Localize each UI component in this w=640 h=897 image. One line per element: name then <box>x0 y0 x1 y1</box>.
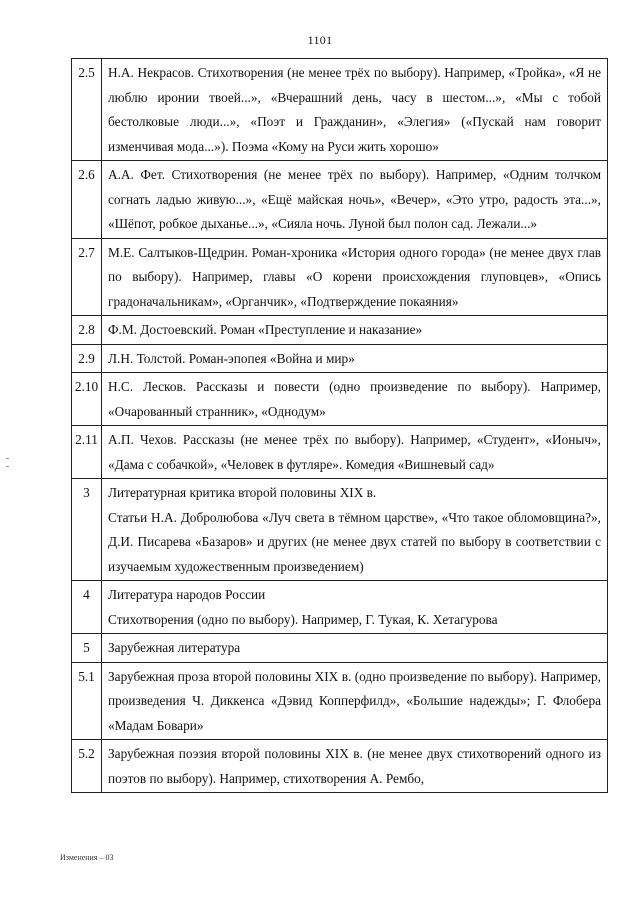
margin-mark <box>6 458 9 459</box>
row-number: 5 <box>72 634 102 663</box>
table-row <box>72 740 608 793</box>
row-number: 3 <box>72 479 102 581</box>
row-content <box>102 634 608 663</box>
row-paragraph: А.П. Чехов. Рассказы (не менее трёх по выбору). Например, «Студент», «Ионыч», «Дама с собачкой», «Человек в футляре». Комедия «Вишневый сад» <box>108 432 601 472</box>
row-number: 2.6 <box>72 161 102 239</box>
row-paragraph: Н.А. Некрасов. Стихотворения (не менее трёх по выбору). Например, «Тройка», «Я не люблю иронии твоей...», «Вчерашний день, часу в шестом...», «Мы с тобой бестолковые люди...», «Поэт и Гражданин», «Элегия» («Пускай нам говорит изменчивая мода...»). Поэма «Кому на Руси жить хорошо» <box>108 65 601 154</box>
margin-mark <box>6 466 9 467</box>
row-paragraph: Зарубежная поэзия второй половины XIX в. (не менее двух стихотворений одного из поэтов по выбору). Например, стихотворения А. Рембо, <box>108 746 601 786</box>
row-number: 2.5 <box>72 59 102 161</box>
row-content <box>102 426 608 479</box>
row-number: 2.8 <box>72 316 102 345</box>
row-number: 5.2 <box>72 740 102 793</box>
row-content <box>102 316 608 345</box>
row-number: 2.10 <box>72 373 102 426</box>
table-row <box>72 634 608 663</box>
row-number: 2.11 <box>72 426 102 479</box>
row-paragraph: Литературная критика второй половины XIX в. <box>108 485 377 500</box>
row-content <box>102 344 608 373</box>
row-paragraph: Литература народов России <box>108 587 266 602</box>
footer-revision-note: Изменения – 03 <box>60 853 114 862</box>
table-row <box>72 59 608 161</box>
table-row <box>72 581 608 634</box>
row-number: 5.1 <box>72 662 102 740</box>
row-paragraph: Ф.М. Достоевский. Роман «Преступление и наказание» <box>108 322 423 337</box>
table-row <box>72 426 608 479</box>
page-number: 1101 <box>307 33 333 47</box>
row-paragraph: Н.С. Лесков. Рассказы и повести (одно произведение по выбору). Например, «Очарованный странник», «Однодум» <box>108 379 601 419</box>
row-content <box>102 238 608 316</box>
row-content <box>102 59 608 161</box>
literature-table <box>71 58 608 793</box>
row-content <box>102 662 608 740</box>
row-content <box>102 479 608 581</box>
row-content <box>102 373 608 426</box>
row-number: 2.9 <box>72 344 102 373</box>
table-row <box>72 238 608 316</box>
table-row <box>72 161 608 239</box>
table-row <box>72 316 608 345</box>
table-row <box>72 662 608 740</box>
row-number: 4 <box>72 581 102 634</box>
table-row <box>72 479 608 581</box>
row-paragraph: Стихотворения (одно по выбору). Например, Г. Тукая, К. Хетагурова <box>108 611 498 627</box>
row-content <box>102 581 608 634</box>
row-paragraph: М.Е. Салтыков-Щедрин. Роман-хроника «История одного города» (не менее двух глав по выбору). Например, главы «О корени происхождения глуповцев», «Опись градоначальникам», «Органчик», «Подтверждение покаяния» <box>108 244 601 309</box>
row-content <box>102 161 608 239</box>
row-content <box>102 740 608 793</box>
row-paragraph: Л.Н. Толстой. Роман-эпопея «Война и мир» <box>108 350 355 366</box>
row-number: 2.7 <box>72 238 102 316</box>
row-paragraph: Зарубежная проза второй половины XIX в. (одно произведение по выбору). Например, произведения Ч. Диккенса «Дэвид Копперфилд», «Большие надежды»; Г. Флобера «Мадам Бовари» <box>108 668 601 733</box>
table-row <box>72 373 608 426</box>
row-paragraph: Зарубежная литература <box>108 640 241 655</box>
row-paragraph: А.А. Фет. Стихотворения (не менее трёх по выбору). Например, «Одним толчком согнать ладью живую...», «Ещё майская ночь», «Вечер», «Это утро, радость эта...», «Шёпот, робкое дыханье...», «Сияла ночь. Луной был полон сад. Лежали...» <box>108 167 601 231</box>
table-row <box>72 344 608 373</box>
row-paragraph: Статьи Н.А. Добролюбова «Луч света в тёмном царстве», «Что такое обломовщина?», Д.И. Писарева «Базаров» и других (не менее двух статей по выбору в соответствии с изучаемым художественным произведением) <box>108 509 601 574</box>
